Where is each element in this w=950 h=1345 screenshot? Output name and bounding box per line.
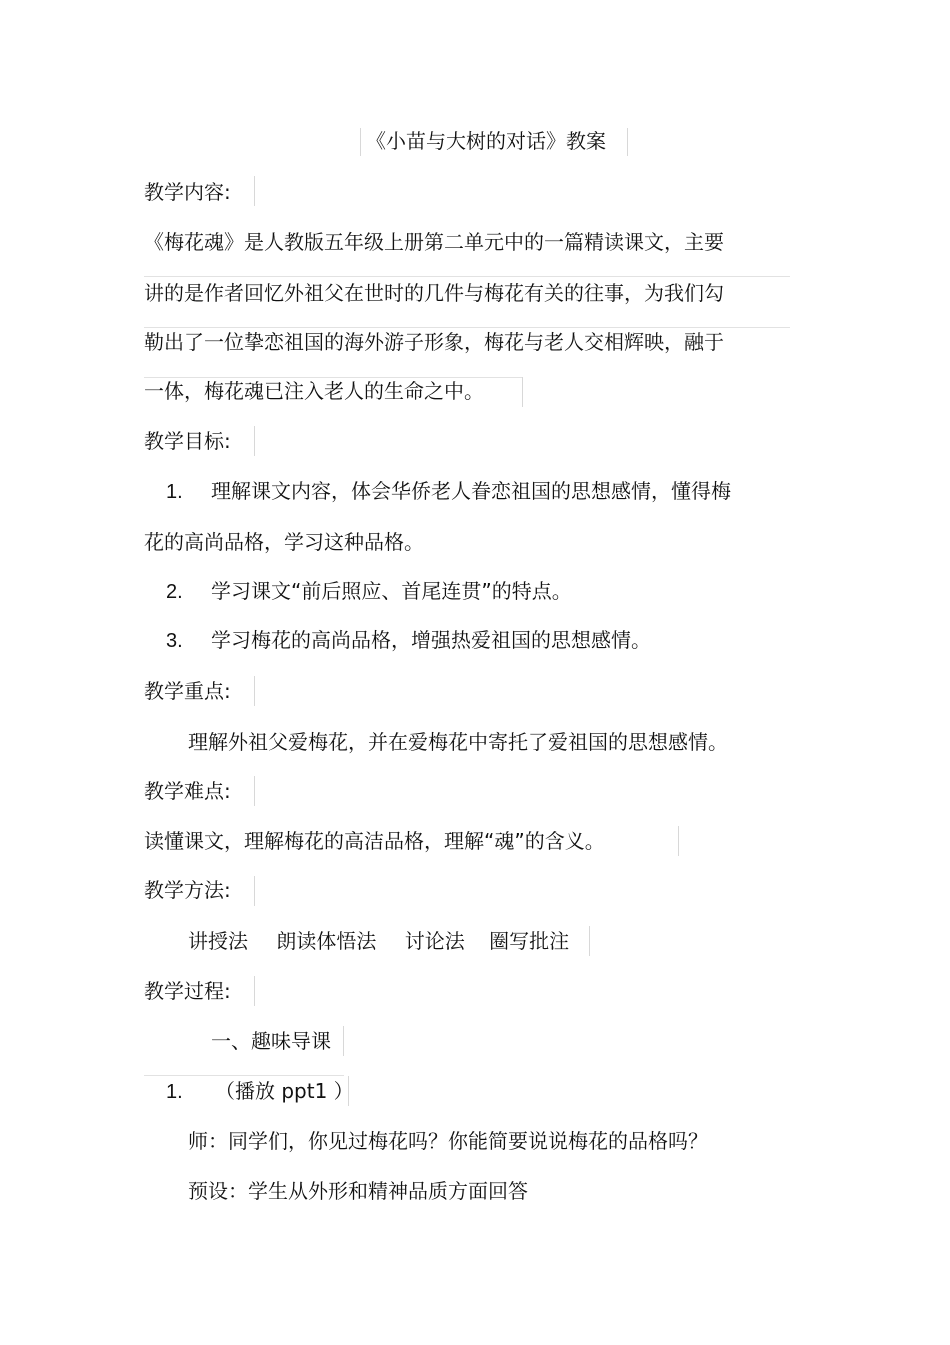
method-heading-rule xyxy=(254,876,255,906)
content-line-2: 讲的是作者回忆外祖父在世时的几件与梅花有关的往事，为我们勾 xyxy=(144,281,724,305)
difficulty-text: 读懂课文，理解梅花的高洁品格，理解“魂”的含义。 xyxy=(144,829,605,853)
method-heading: 教学方法: xyxy=(144,878,231,902)
title-right-rule xyxy=(627,128,628,156)
content-end-rule xyxy=(522,377,523,407)
step1-text: （播放 ppt1 ） xyxy=(215,1079,354,1103)
difficulty-end-rule xyxy=(678,826,679,856)
title-left-rule xyxy=(360,128,361,156)
content-heading-rule xyxy=(254,176,255,206)
content-underline-1 xyxy=(144,276,790,277)
goal-1-text: 理解课文内容，体会华侨老人眷恋祖国的思想感情，懂得梅 xyxy=(211,479,731,503)
difficulty-heading: 教学难点: xyxy=(144,779,231,803)
goals-heading: 教学目标: xyxy=(144,429,231,453)
content-line-1: 《梅花魂》是人教版五年级上册第二单元中的一篇精读课文，主要 xyxy=(144,230,724,254)
goal-1-continuation: 花的高尚品格，学习这种品格。 xyxy=(144,530,424,554)
content-line-4: 一体，梅花魂已注入老人的生命之中。 xyxy=(144,379,484,403)
goal-3-number: 3. xyxy=(166,630,183,652)
goal-2-number: 2. xyxy=(166,581,183,603)
step1-number: 1. xyxy=(166,1081,183,1103)
document-title: 《小苗与大树的对话》教案 xyxy=(366,129,606,153)
goal-2-text: 学习课文“前后照应、首尾连贯”的特点。 xyxy=(211,579,572,603)
key-text: 理解外祖父爱梅花，并在爱梅花中寄托了爱祖国的思想感情。 xyxy=(188,730,728,754)
goals-heading-rule xyxy=(254,426,255,456)
goal-3-text: 学习梅花的高尚品格，增强热爱祖国的思想感情。 xyxy=(211,628,651,652)
teacher-line: 师：同学们，你见过梅花吗？你能简要说说梅花的品格吗？ xyxy=(188,1129,708,1153)
methods-end-rule xyxy=(589,926,590,956)
method-item: 朗读体悟法 xyxy=(276,929,377,953)
content-line-3: 勒出了一位挚恋祖国的海外游子形象，梅花与老人交相辉映，融于 xyxy=(144,330,724,354)
content-heading: 教学内容: xyxy=(144,180,231,204)
goal-1-number: 1. xyxy=(166,481,183,503)
process-heading-rule xyxy=(254,976,255,1006)
key-heading-rule xyxy=(254,676,255,706)
methods-list xyxy=(188,927,569,955)
process-part1-title: 一、趣味导课 xyxy=(211,1029,331,1053)
method-item: 讨论法 xyxy=(404,929,465,953)
preset-line: 预设：学生从外形和精神品质方面回答 xyxy=(188,1179,528,1203)
step1-top-rule xyxy=(144,1075,344,1076)
process-heading: 教学过程: xyxy=(144,979,231,1003)
key-heading: 教学重点: xyxy=(144,679,231,703)
difficulty-heading-rule xyxy=(254,776,255,806)
part1-end-rule xyxy=(343,1026,344,1056)
step1-end-rule xyxy=(348,1076,349,1106)
method-item: 讲授法 xyxy=(188,929,248,953)
method-item: 圈写批注 xyxy=(489,929,570,953)
